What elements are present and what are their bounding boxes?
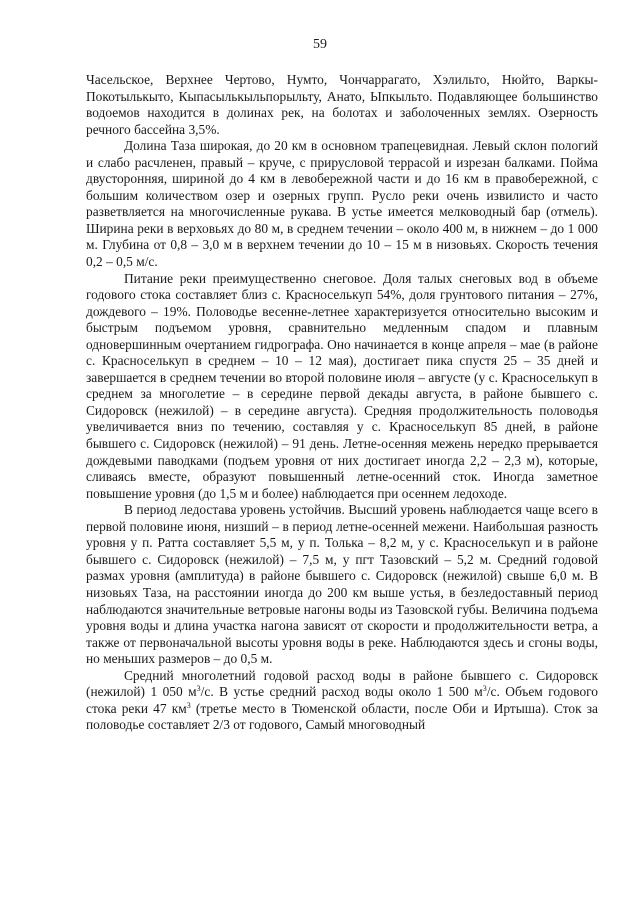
- superscript: 3: [482, 684, 487, 694]
- paragraph: Долина Таза широкая, до 20 км в основном трапецевидная. Левый склон пологий и слабо расчленен, правый – круче, с прирусловой террасой и изрезан балками. Пойма двусторонняя, шириной до 4 км в левобережной части и до 16 км в правобережной, с большим количеством озер и озерных групп. Русло реки очень извилисто и часто разветвляется на многочисленные рукава. В устье имеется мелководный бар (отмель). Ширина реки в верховьях до 80 м, в среднем течении – около 400 м, в нижнем – до 1 000 м. Глубина от 0,8 – 3,0 м в верхнем течении до 10 – 15 м в низовьях. Скорость течения 0,2 – 0,5 м/с.: [86, 138, 598, 270]
- text-run: /с. В устье средний расход воды около 1 500 м: [200, 684, 483, 700]
- text-run: /с. Объем годового стока реки 47 км: [86, 684, 598, 716]
- paragraph: Питание реки преимущественно снеговое. Доля талых снеговых вод в объеме годового стока составляет близ с. Красноселькуп 54%, доля грунтового питания – 27%, дождевого – 19%. Половодье весенне-летнее характеризуется относительно высоким и быстрым подъемом уровня, сравнительно медленным спадом и плавным одновершинным очертанием гидрографа. Оно начинается в конце апреля – мае (в районе с. Красноселькуп в среднем – 10 – 12 мая), достигает пика спустя 25 – 35 дней и завершается в среднем течении во второй половине июля – августе (у с. Красноселькуп в среднем за многолетие – в середине первой декады августа, в районе бывшего с. Сидоровск (нежилой) – в середине августа). Средняя продолжительность половодья увеличивается вниз по течению, составляя у с. Красноселькуп 85 дней, в районе бывшего с. Сидоровск (нежилой) – 91 день. Летне-осенняя межень нередко прерывается дождевыми паводками (подъем уровня от них достигает иногда 2,2 – 2,3 м), которые, сливаясь вместе, образуют повышенный летне-осенний сток. Иногда заметное повышение уровня (до 1,5 м и более) наблюдается при осеннем ледоходе.: [86, 270, 598, 501]
- text-run: (третье место в Тюменской области, после Оби и Иртыша). Сток за половодье составляет 2/3 от годового, Самый многоводный: [86, 700, 598, 733]
- superscript: 3: [196, 684, 201, 694]
- paragraph: В период ледостава уровень устойчив. Высший уровень наблюдается чаще всего в первой половине июня, низший – в период летне-осенней межени. Наибольшая разность уровня у п. Ратта составляет 5,5 м, у п. Толька – 8,2 м, у с. Красноселькуп и в районе бывшего с. Сидоровск (нежилой) – 7,5 м, у пгт Тазовский – 5,2 м. Средний годовой размах уровня (амплитуда) в районе бывшего с. Сидоровск (нежилой) свыше 6,0 м. В низовьях Таза, на расстоянии иногда до 200 км выше устья, в безледоставный период наблюдаются значительные ветровые нагоны воды из Тазовской губы. Величина подъема уровня воды и длина участка нагона зависят от скорости и продолжительности ветра, а также от первоначальной высоты уровня воды в реке. Наблюдаются здесь и сгоны воды, но меньших размеров – до 0,5 м.: [86, 502, 598, 667]
- paragraph: Часельское, Верхнее Чертово, Нумто, Чончаррагато, Хэлильто, Нюйто, Варкы-Покотылькыто, Кыпасылькыльпорыльту, Анато, Ыпкыльто. Подавляющее большинство водоемов находится в долинах рек, на болотах и заболоченных землях. Озерность речного бассейна 3,5%.: [86, 72, 598, 137]
- paragraph: [86, 668, 598, 734]
- page-number: 59: [313, 37, 327, 52]
- text-run: Средний многолетний годовой расход воды в районе бывшего с. Сидоровск (нежилой) 1 050 м: [86, 667, 598, 700]
- superscript: 3: [186, 700, 191, 710]
- body-text: [86, 72, 598, 734]
